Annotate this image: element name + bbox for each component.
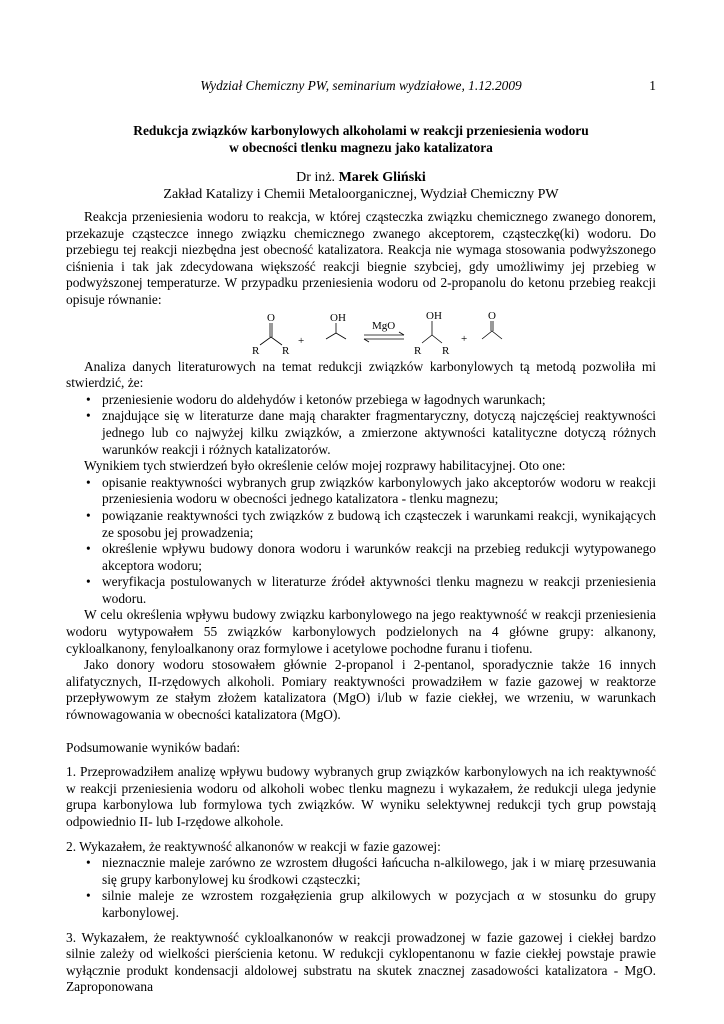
body-text	[66, 209, 656, 996]
running-header	[66, 78, 656, 96]
alcohol-oh-label: OH	[426, 309, 442, 322]
analysis-paragraph: Analiza danych literaturowych na temat redukcji związków karbonylowych tą metodą pozwoliła mi stwierdzić, że:	[66, 358, 656, 391]
plus-sign-1: +	[298, 334, 305, 347]
result-1: 1. Przeprowadziłem analizę wpływu budowy wybranych grup związków karbonylowych na ich reaktywność w reakcji przeniesienia wodoru od alkoholi wobec tlenku magnezu i wykazałem, że redukcji ulega jedynie grupa karbonylowa lub formylowa tych związków. W wyniku selektywnej redukcji tych grup powstają odpowiednio II- lub I-rzędowe alkohole.	[66, 764, 656, 829]
ketone-r-left-label: R	[252, 344, 260, 357]
ketone-r-right-label: R	[282, 344, 290, 357]
scope-paragraph: W celu określenia wpływu budowy związku karbonylowego na jego reaktywność w reakcji przeniesienia wodoru wytypowałem 55 związków karbonylowych podzielonych na 4 główne grupy: alkanony, cykloalkanony, fenyloalkanony oraz formylowe i acetylowe pochodne furanu i tiofenu.	[66, 607, 656, 656]
result-3: 3. Wykazałem, że reaktywność cykloalkanonów w reakcji prowadzonej w fazie gazowej i ciekłej bardzo silnie zależy od wielkości pierścienia ketonu. W redukcji cyklopentanonu w fazie ciekłej powstaje prawie wyłącznie produkt kondensacji aldolowej substratu na skutek znacznej zasadowości katalizatora - MgO. Zaproponowana	[66, 929, 656, 995]
list-item: • powiązanie reaktywności tych związków z budową ich cząsteczek i warunkami reakcji, wynikających ze sposobu jej prowadzenia;	[66, 508, 656, 541]
title-line-1: Redukcja związków karbonylowych alkoholami w reakcji przeniesienia wodoru	[133, 123, 589, 138]
list-item: • opisanie reaktywności wybranych grup związków karbonylowych jako akceptorów wodoru w reakcji przeniesienia wodoru w obecności jednego katalizatora - tlenku magnezu;	[66, 475, 656, 508]
list-item: • weryfikacja postulowanych w literaturze źródeł aktywności tlenku magnezu w reakcji przeniesienia wodoru.	[66, 574, 656, 607]
intro-paragraph: Reakcja przeniesienia wodoru to reakcja, w której cząsteczka związku chemicznego zwanego donorem, przekazuje cząsteczce innego związku chemicznego zwanego akceptorem, cząsteczkę(ki) wodoru. Do przebiegu tej reakcji niezbędna jest obecność katalizatora. Reakcja nie wymaga stosowania podwyższonego ciśnienia i tak jak zdecydowana większość reakcji biegnie szybciej, gdy umożliwimy jej przebieg w podwyższonej temperaturze. W przypadku przeniesienia wodoru od 2-propanolu do ketonu przebieg reakcji opisuje równanie:	[66, 209, 656, 307]
list-item: • znajdujące się w literaturze dane mają charakter fragmentaryczny, dotyczą najczęściej reaktywności jednego lub co najwyżej kilku związków, a zmierzone aktywności katalityczne dotyczą różnych warunków reakcji i różnych katalizatorów.	[66, 408, 656, 458]
catalyst-label: MgO	[372, 319, 396, 332]
author-line	[66, 170, 656, 187]
alcohol-r-right-label: R	[442, 344, 450, 357]
result-2-list	[66, 855, 656, 921]
list-item: • przeniesienie wodoru do aldehydów i ketonów przebiega w łagodnych warunkach;	[66, 392, 656, 409]
list-item: • silnie maleje ze wzrostem rozgałęzienia grup alkilowych w pozycjach α w stosunku do grupy karbonylowej.	[66, 888, 656, 921]
list-item: • określenie wpływu budowy donora wodoru i warunków reakcji na przebieg redukcji wytypowanego akceptora wodoru;	[66, 541, 656, 574]
result-2-intro: 2. Wykazałem, że reaktywność alkanonów w reakcji w fazie gazowej:	[66, 838, 441, 854]
paper-title	[66, 123, 656, 156]
header-text: Wydział Chemiczny PW, seminarium wydziałowe, 1.12.2009	[200, 78, 522, 93]
title-line-2: w obecności tlenku magnezu jako katalizatora	[229, 139, 493, 155]
acetone-oxygen-label: O	[488, 309, 496, 322]
ketone-oxygen-label: O	[267, 311, 275, 324]
reaction-scheme-drawing	[246, 309, 526, 359]
goals-list	[66, 475, 656, 608]
propanol-oh-label: OH	[330, 311, 346, 324]
page-number: 1	[649, 78, 656, 93]
list-item: • nieznacznie maleje zarówno ze wzrostem długości łańcucha n-alkilowego, jak i w miarę przesuwania się grupy karbonylowej ku środkowi cząsteczki;	[66, 855, 656, 888]
findings-list	[66, 392, 656, 458]
summary-heading: Podsumowanie wyników badań:	[66, 739, 241, 755]
plus-sign-2: +	[461, 332, 468, 345]
affiliation: Zakład Katalizy i Chemii Metaloorganicznej, Wydział Chemiczny PW	[163, 187, 559, 202]
author-prefix: Dr inż.	[296, 170, 336, 185]
reaction-scheme	[66, 309, 656, 359]
donors-paragraph: Jako donory wodoru stosowałem głównie 2-propanol i 2-pentanol, sporadycznie także 16 innych alifatycznych, II-rzędowych alkoholi. Pomiary reaktywności prowadziłem w fazie gazowej w reaktorze przepływowym ze stałym złożem katalizatora (MgO) i/lub w fazie ciekłej, we wrzeniu, w warunkach równowagowania w obecności katalizatora (MgO).	[66, 657, 656, 723]
goals-intro: Wynikiem tych stwierdzeń było określenie celów mojej rozprawy habilitacyjnej. Oto one:	[84, 458, 566, 474]
author-name: Marek Gliński	[338, 170, 426, 185]
alcohol-r-left-label: R	[414, 344, 422, 357]
